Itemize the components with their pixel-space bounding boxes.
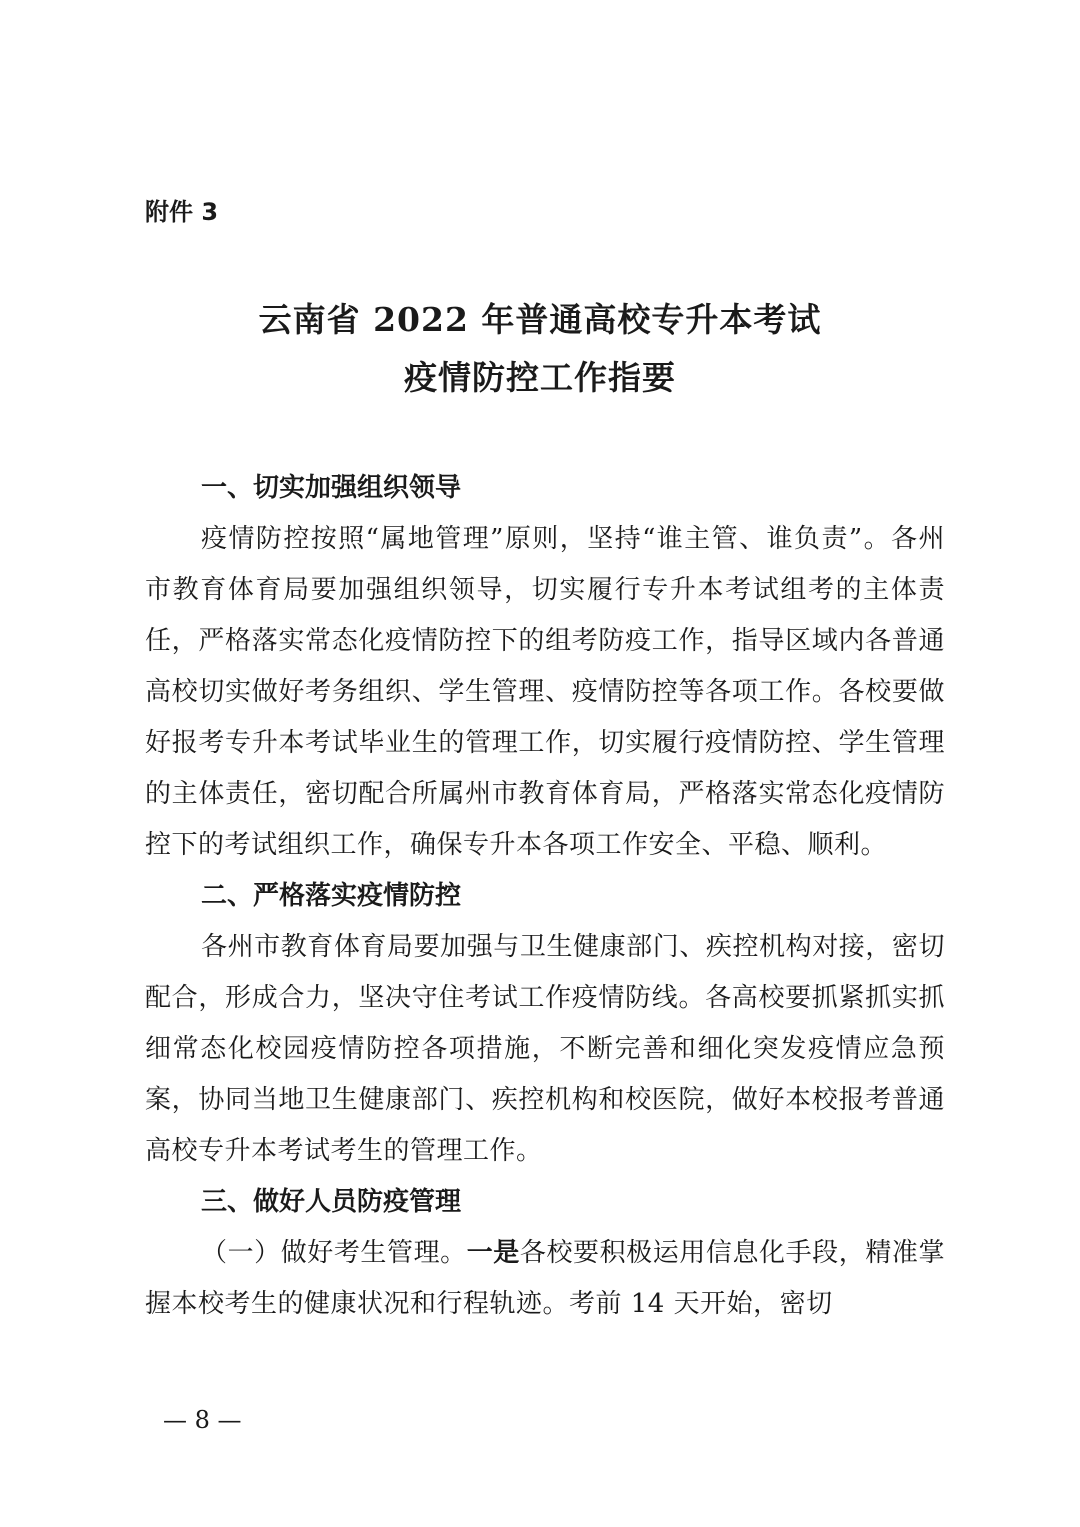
document-title-line-2: 疫情防控工作指要	[404, 358, 676, 397]
page-number: — 8 —	[163, 1406, 242, 1434]
paragraph-rest: 各校要积极运用信息化手段，精准掌握本校考生的健康状况和行程轨迹。考前 14 天开始，密切	[145, 1238, 945, 1319]
document-body	[145, 463, 945, 1330]
attachment-label: 附件 3	[145, 198, 219, 226]
document-title-line-1: 云南省 2022 年普通高校专升本考试	[258, 300, 822, 339]
paragraph-prefix: （一）做好考生管理。	[201, 1238, 467, 1268]
section-paragraph-2: 各州市教育体育局要加强与卫生健康部门、疾控机构对接，密切配合，形成合力，坚决守住考试工作疫情防线。各高校要抓紧抓实抓细常态化校园疫情防控各项措施，不断完善和细化突发疫情应急预案，协同当地卫生健康部门、疾控机构和校医院，做好本校报考普通高校专升本考试考生的管理工作。	[145, 932, 945, 1166]
section-heading-2: 二、严格落实疫情防控	[201, 881, 462, 911]
section-paragraph-1: 疫情防控按照“属地管理”原则，坚持“谁主管、谁负责”。各州市教育体育局要加强组织领导，切实履行专升本考试组考的主体责任，严格落实常态化疫情防控下的组考防疫工作，指导区域内各普通高校切实做好考务组织、学生管理、疫情防控等各项工作。各校要做好报考专升本考试毕业生的管理工作，切实履行疫情防控、学生管理的主体责任，密切配合所属州市教育体育局，严格落实常态化疫情防控下的考试组织工作，确保专升本各项工作安全、平稳、顺利。	[145, 524, 945, 860]
section-paragraph-3	[145, 1228, 945, 1330]
section-heading-3: 三、做好人员防疫管理	[201, 1187, 462, 1217]
paragraph-lead-emphasis: 一是	[466, 1238, 520, 1268]
section-heading-1: 一、切实加强组织领导	[201, 473, 462, 503]
